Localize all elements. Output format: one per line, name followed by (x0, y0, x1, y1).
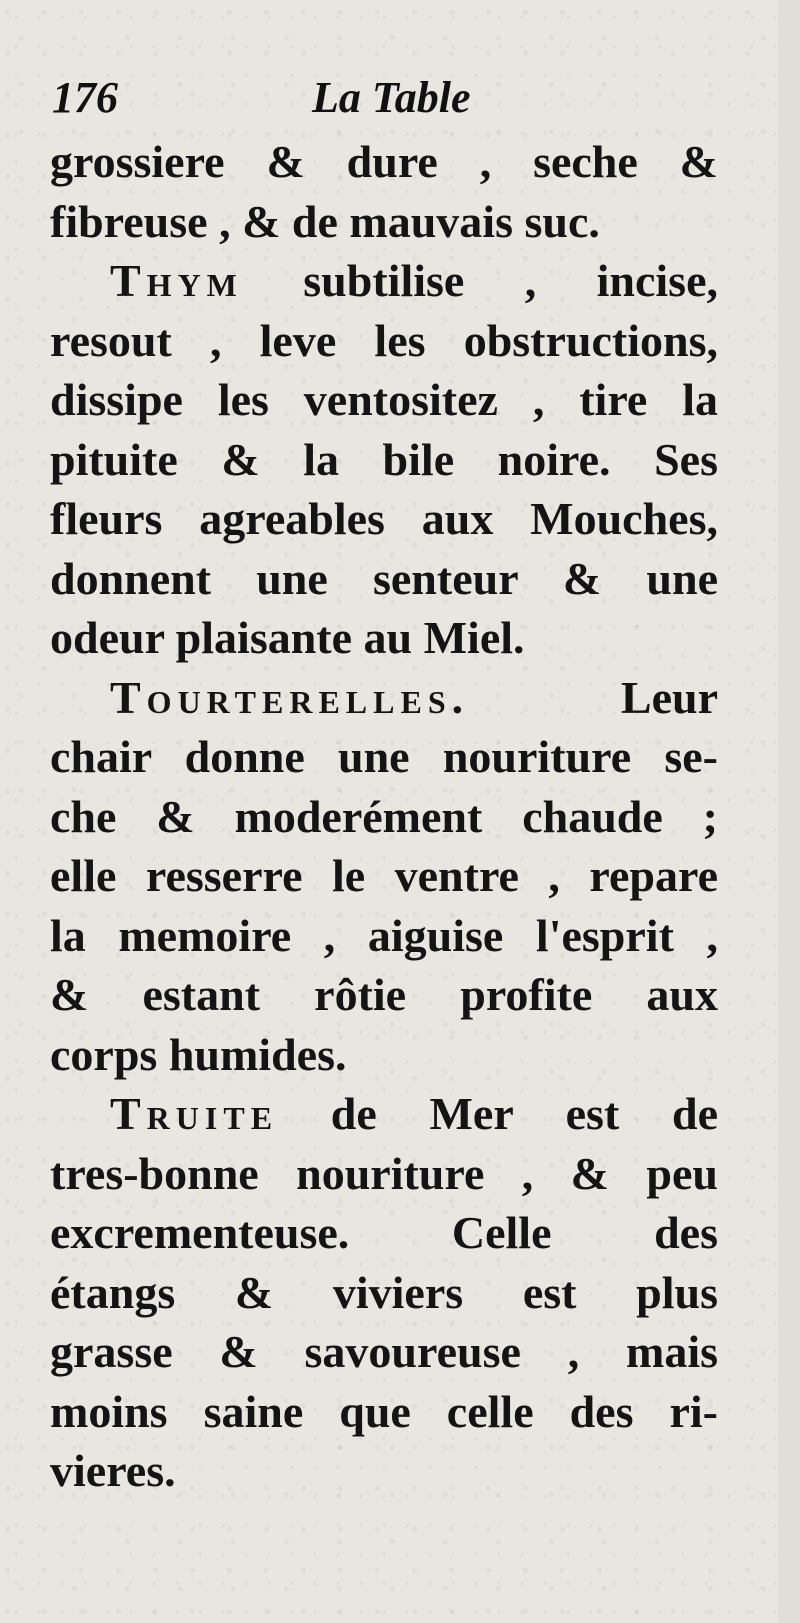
line-text: subtilise , incise, (242, 255, 718, 306)
entry-heading: Truite (110, 1088, 279, 1139)
text-line (50, 727, 718, 787)
entry-heading: Thym (110, 255, 243, 306)
page-edge (778, 0, 800, 1623)
text-line (50, 1084, 718, 1144)
text-line (50, 192, 718, 252)
text-line (50, 846, 718, 906)
line-text: de Mer est de (278, 1088, 718, 1139)
line-text: fleurs agreables aux Mouches, (50, 493, 718, 544)
page-header (52, 72, 712, 132)
body-text (50, 132, 718, 1501)
line-text: elle resserre le ventre , repare (50, 850, 718, 901)
line-text: tres-bonne nouriture , & peu (50, 1147, 718, 1199)
text-line (50, 489, 718, 549)
text-line (50, 1382, 718, 1442)
text-line (50, 1144, 718, 1204)
line-text: odeur plaisante au Miel. (50, 612, 525, 663)
running-title: La Table (312, 73, 471, 122)
line-text: la memoire , aiguise l'esprit , (50, 909, 718, 961)
line-text: fibreuse , & de mauvais suc. (50, 195, 600, 247)
line-text: excrementeuse. Celle des (50, 1207, 718, 1258)
line-text: grasse & savoureuse , mais (50, 1326, 718, 1377)
line-text: dissipe les ventositez , tire la (50, 374, 718, 425)
line-text: donnent une senteur & une (50, 552, 718, 604)
text-line (50, 1441, 718, 1501)
text-line (50, 549, 718, 609)
line-text: . Leur (451, 671, 718, 723)
text-line (50, 608, 718, 668)
text-line (50, 132, 718, 192)
text-line (50, 668, 718, 728)
line-text: & estant rôtie profite aux (50, 969, 718, 1020)
line-text: pituite & la bile noire. Ses (50, 433, 718, 485)
line-text: vieres. (50, 1445, 176, 1496)
text-line (50, 1025, 718, 1085)
text-line (50, 430, 718, 490)
line-text: grossiere & dure , seche & (50, 136, 718, 187)
text-line (50, 1322, 718, 1382)
line-text: étangs & viviers est plus (50, 1266, 718, 1318)
page-number: 176 (52, 73, 118, 122)
line-text: che & moderément chaude ; (50, 790, 718, 842)
text-line (50, 311, 718, 371)
line-text: resout , leve les obstructions, (50, 314, 718, 366)
text-line (50, 906, 718, 966)
text-line (50, 370, 718, 430)
text-line (50, 965, 718, 1025)
text-line (50, 1203, 718, 1263)
text-line (50, 1263, 718, 1323)
entry-heading: Tourterelles (110, 671, 452, 723)
line-text: chair donne une nouriture se- (50, 731, 718, 782)
text-line (50, 251, 718, 311)
text-line (50, 787, 718, 847)
line-text: moins saine que celle des ri- (50, 1385, 718, 1437)
line-text: corps humides. (50, 1028, 347, 1080)
